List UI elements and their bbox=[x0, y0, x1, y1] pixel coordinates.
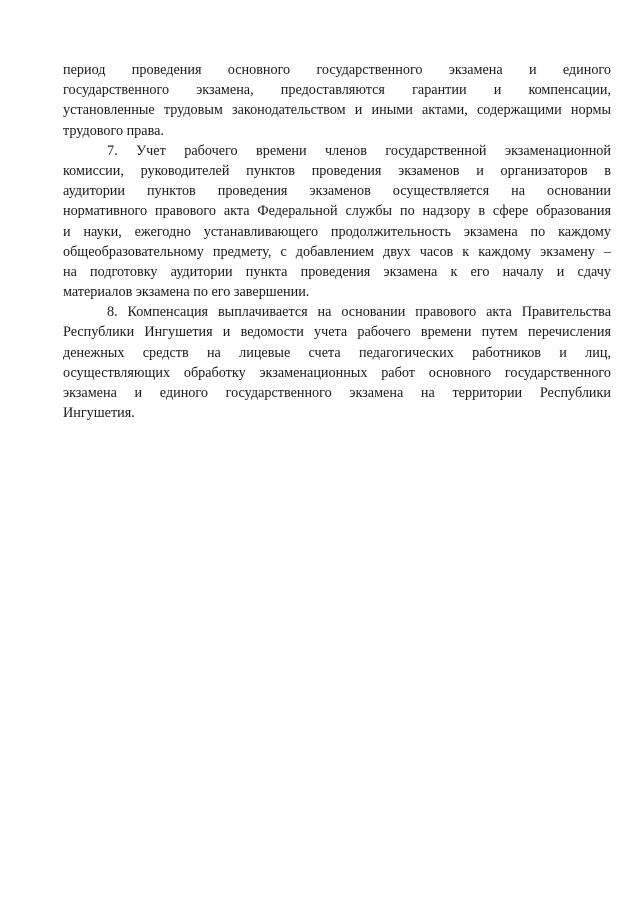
text-line: аудитории пунктов проведения экзаменов осуществляется на основании bbox=[63, 183, 611, 200]
document-body bbox=[63, 60, 611, 423]
paragraph-8-start: 8. Компенсация выплачивается на основании правового акта Правительства bbox=[107, 304, 611, 321]
text-line: нормативного правового акта Федеральной службы по надзору в сфере образования bbox=[63, 203, 611, 220]
text-line: и науки, ежегодно устанавливающего продолжительность экзамена по каждому bbox=[63, 223, 611, 240]
text-line: комиссии, руководителей пунктов проведения экзаменов и организаторов в bbox=[63, 162, 611, 179]
text-line: государственного экзамена, предоставляются гарантии и компенсации, bbox=[63, 82, 611, 99]
text-line: материалов экзамена по его завершении. bbox=[63, 284, 310, 301]
text-line: на подготовку аудитории пункта проведения экзамена к его началу и сдачу bbox=[63, 263, 611, 280]
paragraph-7-start: 7. Учет рабочего времени членов государственной экзаменационной bbox=[107, 142, 611, 159]
text-line: период проведения основного государственного экзамена и единого bbox=[63, 62, 611, 78]
text-line: Ингушетия. bbox=[63, 405, 135, 422]
text-line: установленные трудовым законодательством и иными актами, содержащими нормы bbox=[63, 102, 611, 119]
text-line: денежных средств на лицевые счета педагогических работников и лиц, bbox=[63, 344, 611, 361]
text-line: трудового права. bbox=[63, 122, 164, 139]
text-line: Республики Ингушетия и ведомости учета рабочего времени путем перечисления bbox=[63, 324, 611, 341]
text-line: экзамена и единого государственного экзамена на территории Республики bbox=[63, 385, 611, 401]
text-line: общеобразовательному предмету, с добавлением двух часов к каждому экзамену – bbox=[63, 243, 611, 260]
text-line: осуществляющих обработку экзаменационных работ основного государственного bbox=[63, 364, 611, 381]
